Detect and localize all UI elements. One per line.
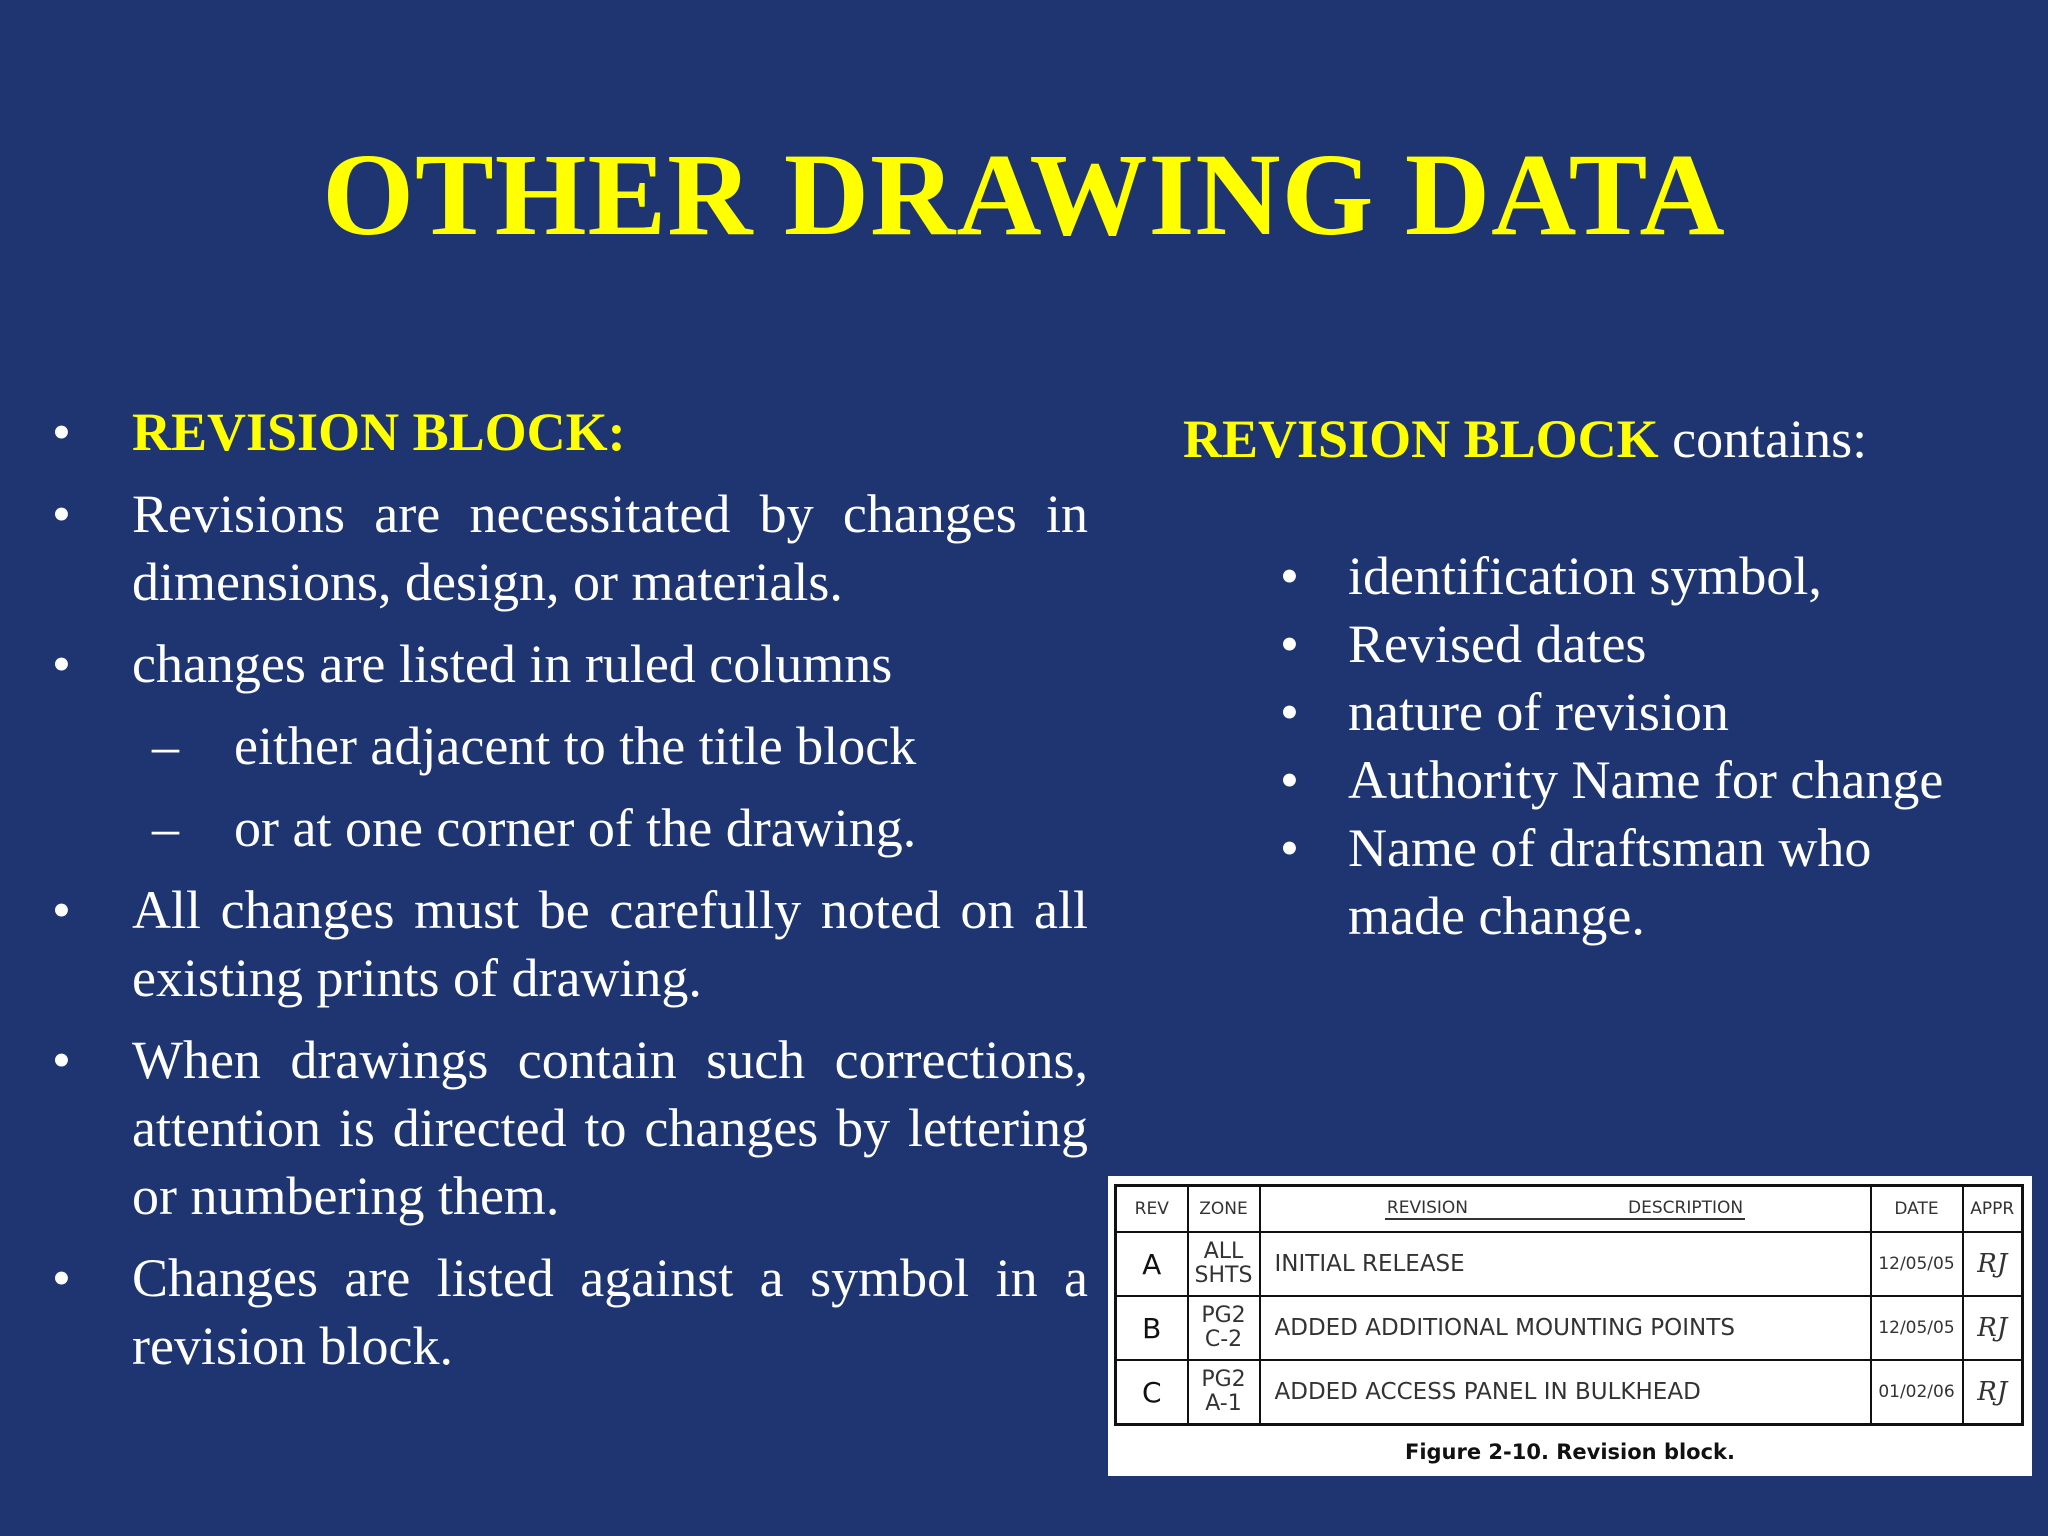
bullet-text: Revisions are necessitated by changes in dimensions, design, or materials. [132,484,1088,612]
bullet-text: Authority Name for change [1348,750,1944,810]
heading-rest: contains: [1658,409,1868,469]
bullet-icon: • [1280,818,1299,878]
revision-block-heading: REVISION BLOCK: [132,402,626,462]
slide-title: OTHER DRAWING DATA [322,129,1726,260]
sub-list-item [52,794,1088,862]
table-row [1116,1360,2023,1425]
figure-caption: Figure 2-10. Revision block. [1404,1440,1735,1464]
date-cell: 01/02/06 [1871,1360,1963,1425]
list-item [52,480,1088,616]
bullet-icon: • [1280,546,1299,606]
date-cell: 12/05/05 [1871,1296,1963,1360]
bullet-icon: • [52,634,71,694]
bullet-icon: • [52,880,71,940]
list-item [1280,678,1980,746]
header-date: DATE [1871,1186,1963,1233]
description-cell: INITIAL RELEASE [1260,1232,1871,1296]
bullet-icon: • [52,1030,71,1090]
bullet-text: Name of draftsman who made change. [1348,818,1872,946]
header-revision-description [1260,1186,1871,1233]
right-bullet-list [1280,542,1980,950]
bullet-icon: • [52,402,71,462]
sub-item-text: either adjacent to the title block [234,716,917,776]
rev-cell: B [1116,1296,1188,1360]
sub-list [132,712,1088,862]
zone-cell: ALL SHTS [1188,1232,1260,1296]
list-item [52,1244,1088,1380]
approval-signature-cell: RJ [1963,1360,2023,1425]
rev-cell: C [1116,1360,1188,1425]
bullet-icon: • [1280,682,1299,742]
table-header-row [1116,1186,2023,1233]
left-bullet-list [52,398,1088,1394]
header-rev: REV [1116,1186,1188,1233]
bullet-text: changes are listed in ruled columns [132,634,893,694]
approval-signature-cell: RJ [1963,1232,2023,1296]
table-row [1116,1296,2023,1360]
list-item [52,876,1088,1012]
list-item [1280,610,1980,678]
bullet-text: Changes are listed against a symbol in a revision block. [132,1248,1088,1376]
bullet-icon: • [1280,750,1299,810]
table-row [1116,1232,2023,1296]
list-item [1280,814,1980,950]
bullet-text: nature of revision [1348,682,1729,742]
bullet-icon: • [1280,614,1299,674]
dash-icon: – [152,798,179,858]
header-zone: ZONE [1188,1186,1260,1233]
revision-block-contains-heading [1183,405,1867,473]
header-appr: APPR [1963,1186,2023,1233]
approval-signature-cell: RJ [1963,1296,2023,1360]
bullet-text: All changes must be carefully noted on all existing prints of drawing. [132,880,1088,1008]
zone-cell: PG2 C-2 [1188,1296,1260,1360]
bullet-text: identification symbol, [1348,546,1822,606]
list-item [1280,542,1980,610]
bullet-icon: • [52,1248,71,1308]
dash-icon: – [152,716,179,776]
rev-cell: A [1116,1232,1188,1296]
bullet-text: Revised dates [1348,614,1647,674]
revision-table [1114,1184,2024,1426]
header-revision: REVISION [1386,1198,1469,1218]
list-item [52,1026,1088,1230]
description-cell: ADDED ACCESS PANEL IN BULKHEAD [1260,1360,1871,1425]
zone-cell: PG2 A-1 [1188,1360,1260,1425]
bullet-text: When drawings contain such corrections, attention is directed to changes by lettering or numbering them. [132,1030,1088,1226]
sub-item-text: or at one corner of the drawing. [234,798,917,858]
bullet-icon: • [52,484,71,544]
description-cell: ADDED ADDITIONAL MOUNTING POINTS [1260,1296,1871,1360]
heading-highlight: REVISION BLOCK [1183,409,1659,469]
list-item [52,398,1088,466]
list-item [1280,746,1980,814]
revision-block-figure [1108,1176,2032,1476]
header-description: DESCRIPTION [1628,1198,1744,1218]
list-item [52,630,1088,862]
date-cell: 12/05/05 [1871,1232,1963,1296]
sub-list-item [52,712,1088,780]
